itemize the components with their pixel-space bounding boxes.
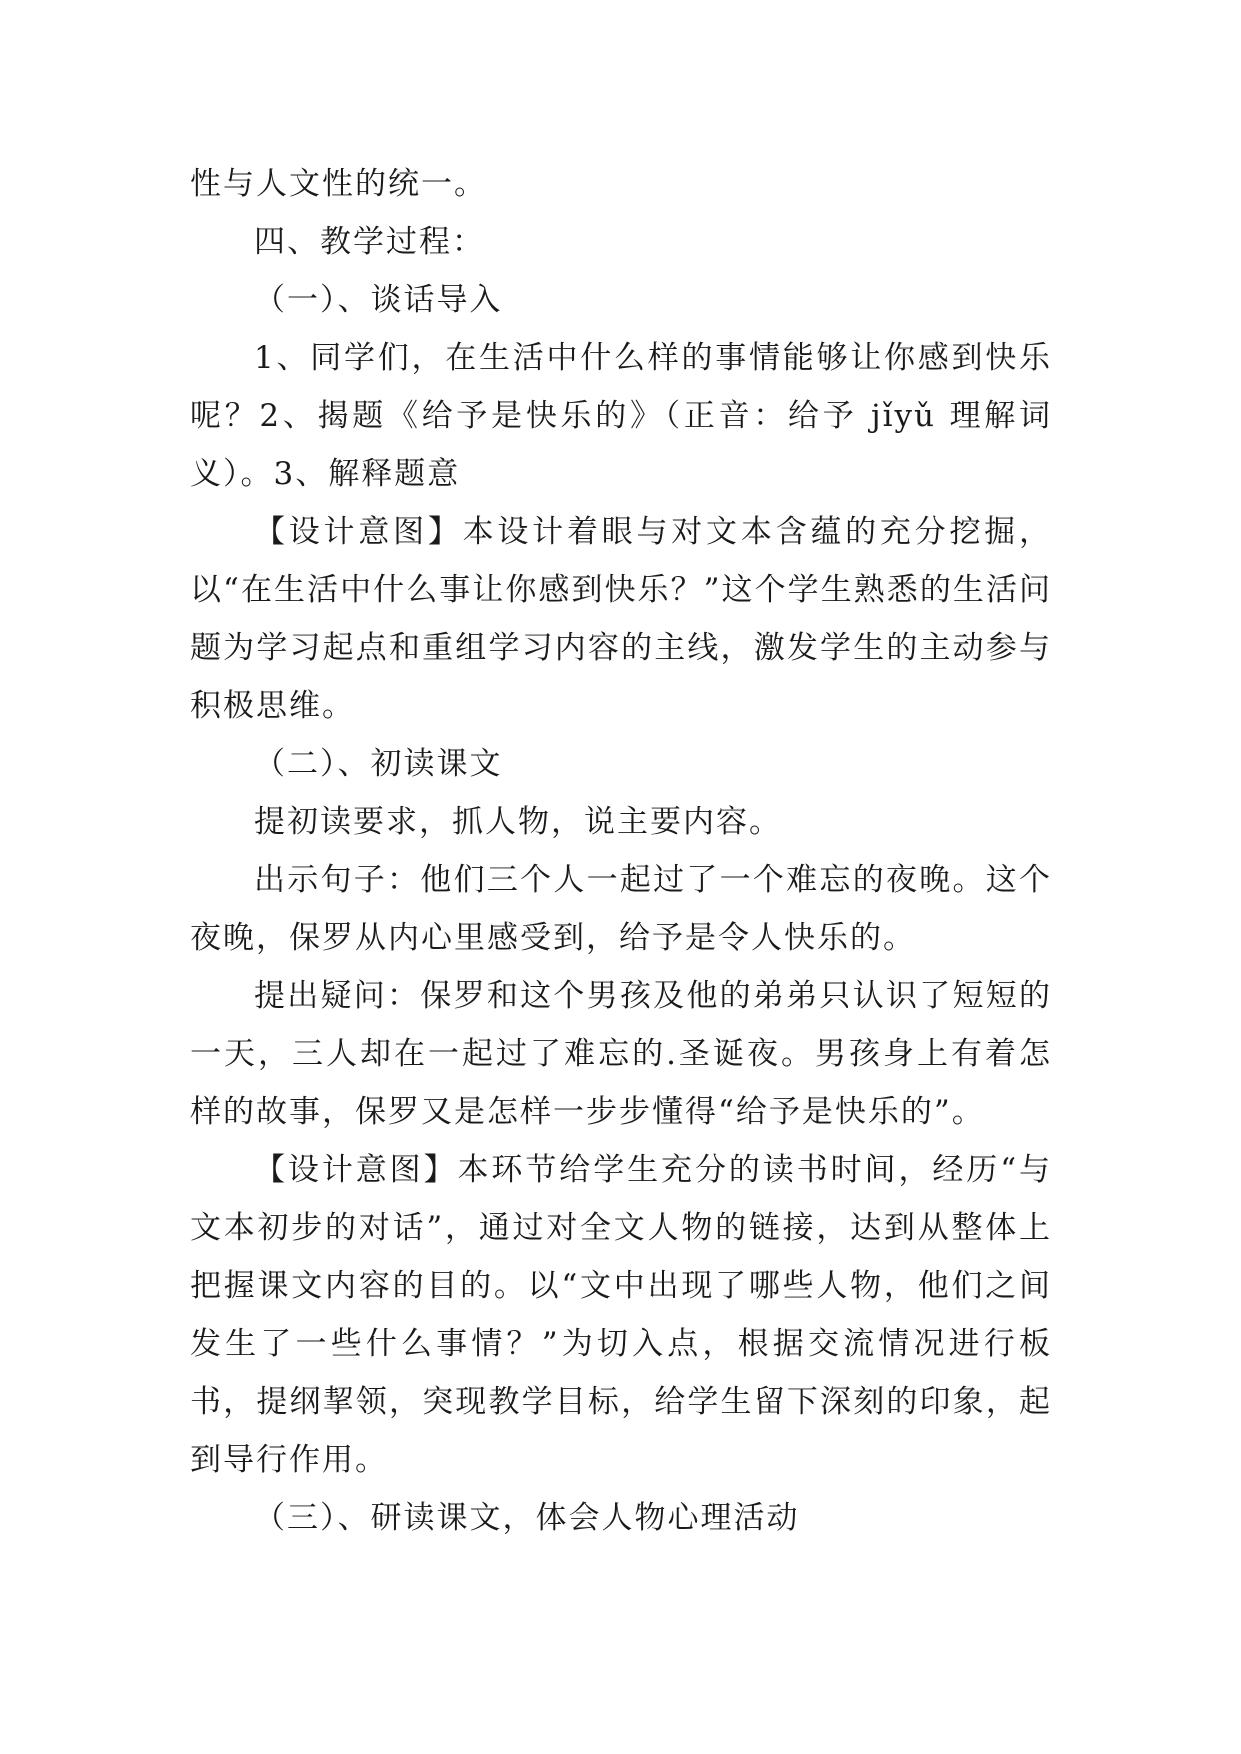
paragraph-design-intent-2: 【设计意图】本环节给学生充分的读书时间，经历“与文本初步的对话”，通过对全文人物的链接，达到从整体上把握课文内容的目的。以“文中出现了哪些人物，他们之间发生了一些什么事情？”为切入点，根据交流情况进行板书，提纲挈领，突现教学目标，给学生留下深刻的印象，起到导行作用。 bbox=[190, 1152, 1052, 1478]
subheading-intro: （一）、谈话导入 bbox=[254, 282, 503, 318]
paragraph-design-intent-1: 【设计意图】本设计着眼与对文本含蕴的充分挖掘，以“在生活中什么事让你感到快乐？”这个学生熟悉的生活问题为学习起点和重组学习内容的主线，激发学生的主动参与积极思维。 bbox=[190, 514, 1052, 724]
paragraph-raise-question: 提出疑问：保罗和这个男孩及他的弟弟只认识了短短的一天，三人却在一起过了难忘的.圣诞夜。男孩身上有着怎样的故事，保罗又是怎样一步步懂得“给予是快乐的”。 bbox=[190, 978, 1052, 1130]
paragraph-show-sentence: 出示句子：他们三个人一起过了一个难忘的夜晚。这个夜晚，保罗从内心里感受到，给予是令人快乐的。 bbox=[190, 862, 1052, 956]
paragraph-reading-requirements: 提初读要求，抓人物，说主要内容。 bbox=[254, 804, 782, 840]
subheading-study-text: （三）、研读课文，体会人物心理活动 bbox=[254, 1500, 800, 1536]
document-body bbox=[190, 155, 1052, 1547]
section-heading-teaching-process: 四、教学过程： bbox=[254, 224, 485, 260]
subheading-first-reading: （二）、初读课文 bbox=[254, 746, 503, 782]
paragraph-steps: 1、同学们，在生活中什么样的事情能够让你感到快乐呢？2、揭题《给予是快乐的》（正音：给予 jǐyǔ 理解词义）。3、解释题意 bbox=[190, 340, 1052, 492]
paragraph-continuation: 性与人文性的统一。 bbox=[190, 166, 487, 202]
